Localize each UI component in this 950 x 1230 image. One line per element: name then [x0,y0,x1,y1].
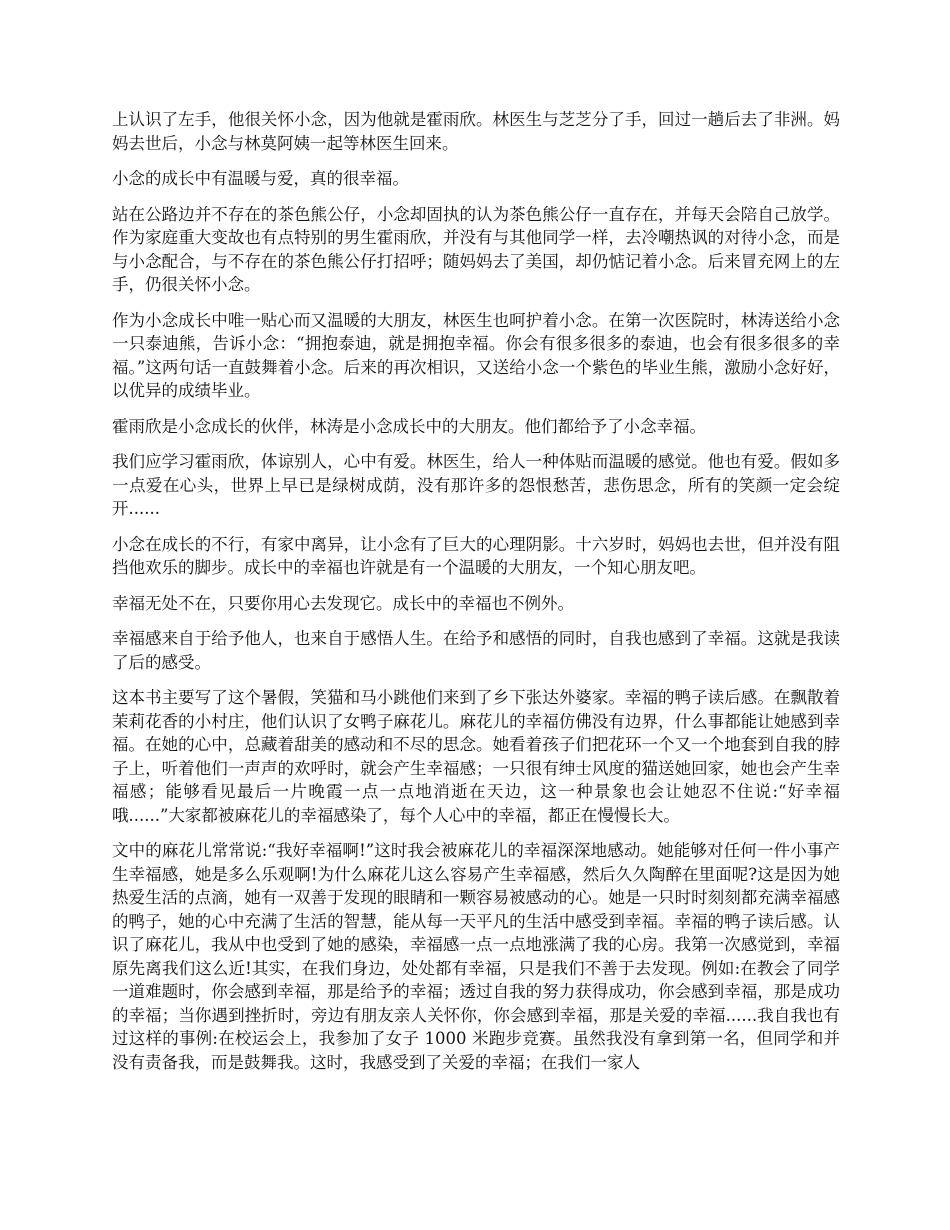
paragraph: 小念在成长的不行，有家中离异，让小念有了巨大的心理阴影。十六岁时，妈妈也去世，但并没有阻挡他欢乐的脚步。成长中的幸福也许就是有一个温暖的大朋友，一个知心朋友吧。 [112,534,840,577]
paragraph: 幸福感来自于给予他人，也来自于感悟人生。在给予和感悟的同时，自我也感到了幸福。这就是我读了后的感受。 [112,629,840,672]
paragraph: 我们应学习霍雨欣，体谅别人，心中有爱。林医生，给人一种体贴而温暖的感觉。他也有爱。假如多一点爱在心头，世界上早已是绿树成荫，没有那许多的怨恨愁苦，悲伤思念，所有的笑颜一定会绽开...... [112,452,840,518]
paragraph: 幸福无处不在，只要你用心去发现它。成长中的幸福也不例外。 [112,593,574,613]
document-body [112,108,840,1086]
paragraph: 这本书主要写了这个暑假，笑猫和马小跳他们来到了乡下张达外婆家。幸福的鸭子读后感。在飘散着茉莉花香的小村庄，他们认识了女鸭子麻花儿。麻花儿的幸福仿佛没有边界，什么事都能让她感到幸福。在她的心中，总藏着甜美的感动和不尽的思念。她看着孩子们把花环一个又一个地套到自我的脖子上，听着他们一声声的欢呼时，就会产生幸福感；一只很有绅士风度的猫送她回家，她也会产生幸福感；能够看见最后一片晚霞一点一点地消逝在天边，这一种景象也会让她忍不住说:“好幸福哦......”大家都被麻花儿的幸福感染了，每个人心中的幸福，都正在慢慢长大。 [112,688,840,825]
paragraph: 站在公路边并不存在的茶色熊公仔，小念却固执的认为茶色熊公仔一直存在，并每天会陪自己放学。作为家庭重大变故也有点特别的男生霍雨欣，并没有与其他同学一样，去冷嘲热讽的对待小念，而是与小念配合，与不存在的茶色熊公仔打招呼；随妈妈去了美国，却仍惦记着小念。后来冒充网上的左手，仍很关怀小念。 [112,204,840,294]
paragraph: 霍雨欣是小念成长的伙伴，林涛是小念成长中的大朋友。他们都给予了小念幸福。 [112,416,706,436]
paragraph: 小念的成长中有温暖与爱，真的很幸福。 [112,169,409,188]
paragraph: 文中的麻花儿常常说:“我好幸福啊!”这时我会被麻花儿的幸福深深地感动。她能够对任何一件小事产生幸福感，她是多么乐观啊!为什么麻花儿这么容易产生幸福感，然后久久陶醉在里面呢?这是因为她热爱生活的点滴，她有一双善于发现的眼睛和一颗容易被感动的心。她是一只时时刻刻都充满幸福感的鸭子，她的心中充满了生活的智慧，能从每一天平凡的生活中感受到幸福。幸福的鸭子读后感。认识了麻花儿，我从中也受到了她的感染，幸福感一点一点地涨满了我的心房。我第一次感觉到，幸福原先离我们这么近!其实，在我们身边，处处都有幸福，只是我们不善于去发现。例如:在教会了同学一道难题时，你会感到幸福，那是给予的幸福；透过自我的努力获得成功，你会感到幸福，那是成功的幸福；当你遇到挫折时，旁边有朋友亲人关怀你，你会感到幸福，那是关爱的幸福......我自我也有过这样的事例:在校运会上，我参加了女子 1000 米跑步竞赛。虽然我没有拿到第一名，但同学和并没有责备我，而是鼓舞我。这时，我感受到了关爱的幸福；在我们一家人 [112,841,840,1072]
paragraph: 上认识了左手，他很关怀小念，因为他就是霍雨欣。林医生与芝芝分了手，回过一趟后去了非洲。妈妈去世后，小念与林莫阿姨一起等林医生回来。 [112,110,840,153]
paragraph: 作为小念成长中唯一贴心而又温暖的大朋友，林医生也呵护着小念。在第一次医院时，林涛送给小念一只泰迪熊，告诉小念：“拥抱泰迪，就是拥抱幸福。你会有很多很多的泰迪，也会有很多很多的幸福。”这两句话一直鼓舞着小念。后来的再次相识，又送给小念一个紫色的毕业生熊，激励小念好好，以优异的成绩毕业。 [112,310,840,400]
